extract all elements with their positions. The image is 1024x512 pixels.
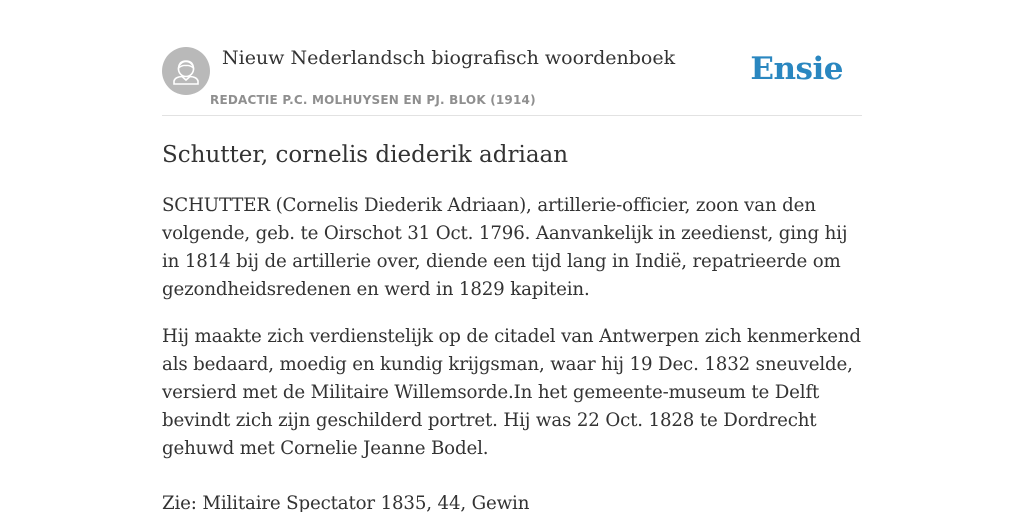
- article-body: [162, 192, 862, 512]
- article-paragraph: SCHUTTER (Cornelis Diederik Adriaan), artillerie-officier, zoon van den volgende, geb. te Oirschot 31 Oct. 1796. Aanvankelijk in zeedienst, ging hij in 1814 bij de artillerie over, diende een tijd lang in Indië, repatrieerde om gezondheidsredenen en werd in 1829 kapitein.: [162, 195, 848, 300]
- article-title: Schutter, cornelis diederik adriaan: [162, 142, 569, 168]
- source-header: [162, 0, 862, 116]
- article-reference: Zie: Militaire Spectator 1835, 44, Gewin: [162, 493, 530, 512]
- source-title[interactable]: Nieuw Nederlandsch biografisch woordenboek: [222, 47, 676, 69]
- article-paragraph: Hij maakte zich verdienstelijk op de citadel van Antwerpen zich kenmerkend als bedaard, moedig en kundig krijgsman, waar hij 19 Dec. 1832 sneuvelde, versierd met de Militaire Willemsorde.In het gemeente-museum te Delft bevindt zich zijn geschilderd portret. Hij was 22 Oct. 1828 te Dordrecht gehuwd met Cornelie Jeanne Bodel.: [162, 326, 861, 459]
- source-subtitle: REDACTIE P.C. MOLHUYSEN EN PJ. BLOK (1914): [210, 93, 536, 107]
- brand-logo-link[interactable]: Ensie: [750, 51, 843, 87]
- page: [162, 0, 862, 512]
- user-icon: [162, 47, 210, 95]
